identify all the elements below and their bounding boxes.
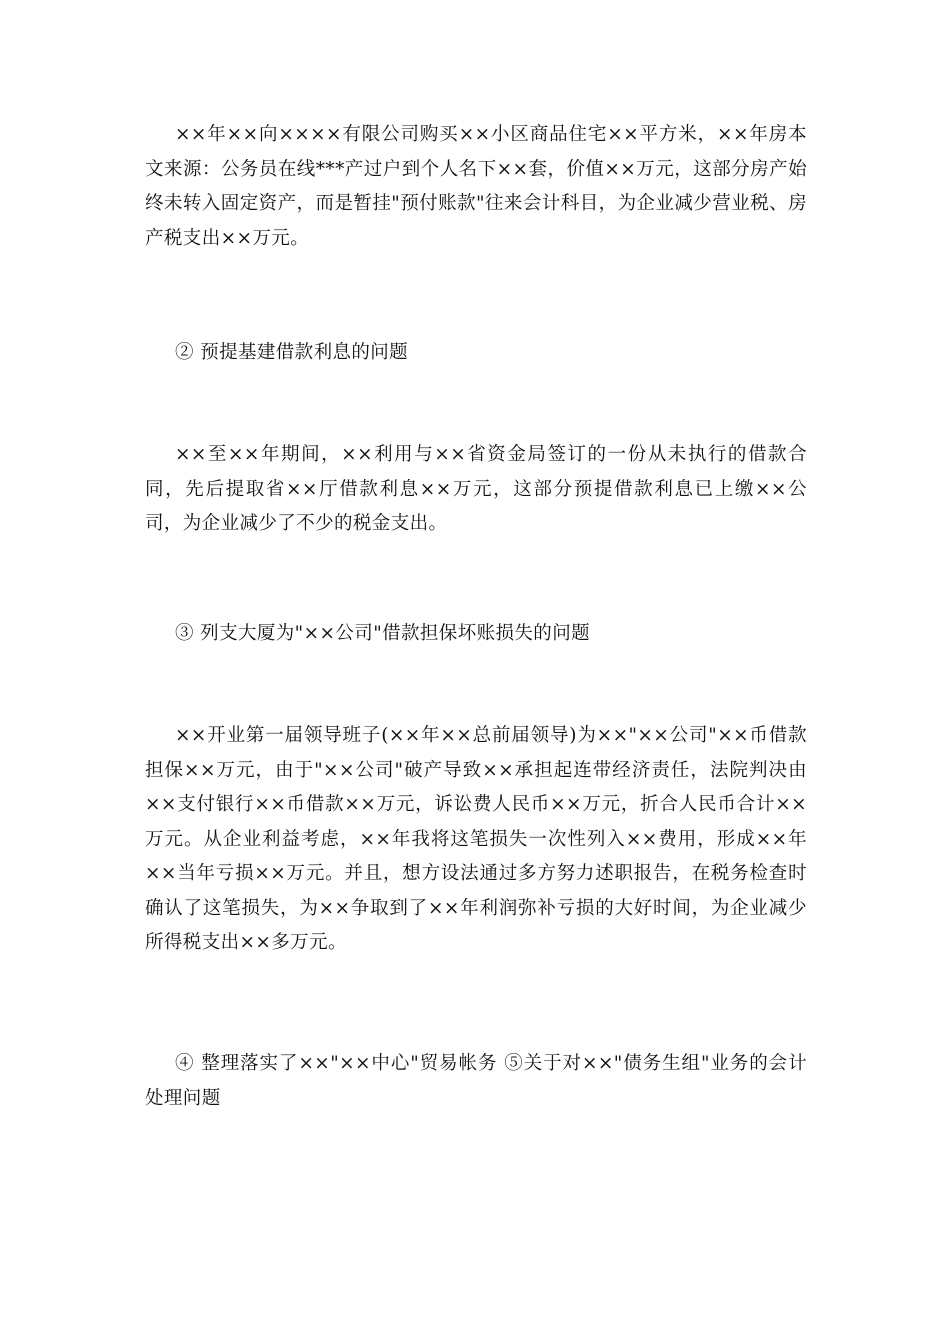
- section-heading-2: ② 预提基建借款利息的问题: [175, 342, 409, 363]
- paragraph-bad-debt-loss: ××开业第一届领导班子(××年××总前届领导)为××"××公司"××币借款担保××万元，由于"××公司"破产导致××承担起连带经济责任，法院判决由××支付银行××币借款××万元，诉讼费人民币××万元，折合人民币合计××万元。从企业利益考虑，××年我将这笔损失一次性列入××费用，形成××年××当年亏损××万元。并且，想方设法通过多方努力述职报告，在税务检查时确认了这笔损失，为××争取到了××年利润弥补亏损的大好时间，为企业减少所得税支出××多万元。: [145, 725, 807, 953]
- paragraph-housing-purchase: ××年××向××××有限公司购买××小区商品住宅××平方米，××年房本文来源：公务员在线***产过户到个人名下××套，价值××万元，这部分房产始终未转入固定资产，而是暂挂"预付账款"往来会计科目，为企业减少营业税、房产税支出××万元。: [145, 124, 807, 249]
- paragraph-loan-interest: ××至××年期间，××利用与××省资金局签订的一份从未执行的借款合同，先后提取省××厅借款利息××万元，这部分预提借款利息已上缴××公司，为企业减少了不少的税金支出。: [145, 444, 807, 534]
- section-heading-3: ③ 列支大厦为"××公司"借款担保坏账损失的问题: [175, 623, 591, 644]
- section-heading-4-5: ④ 整理落实了××"××中心"贸易帐务 ⑤关于对××"债务生组"业务的会计处理问题: [145, 1053, 807, 1109]
